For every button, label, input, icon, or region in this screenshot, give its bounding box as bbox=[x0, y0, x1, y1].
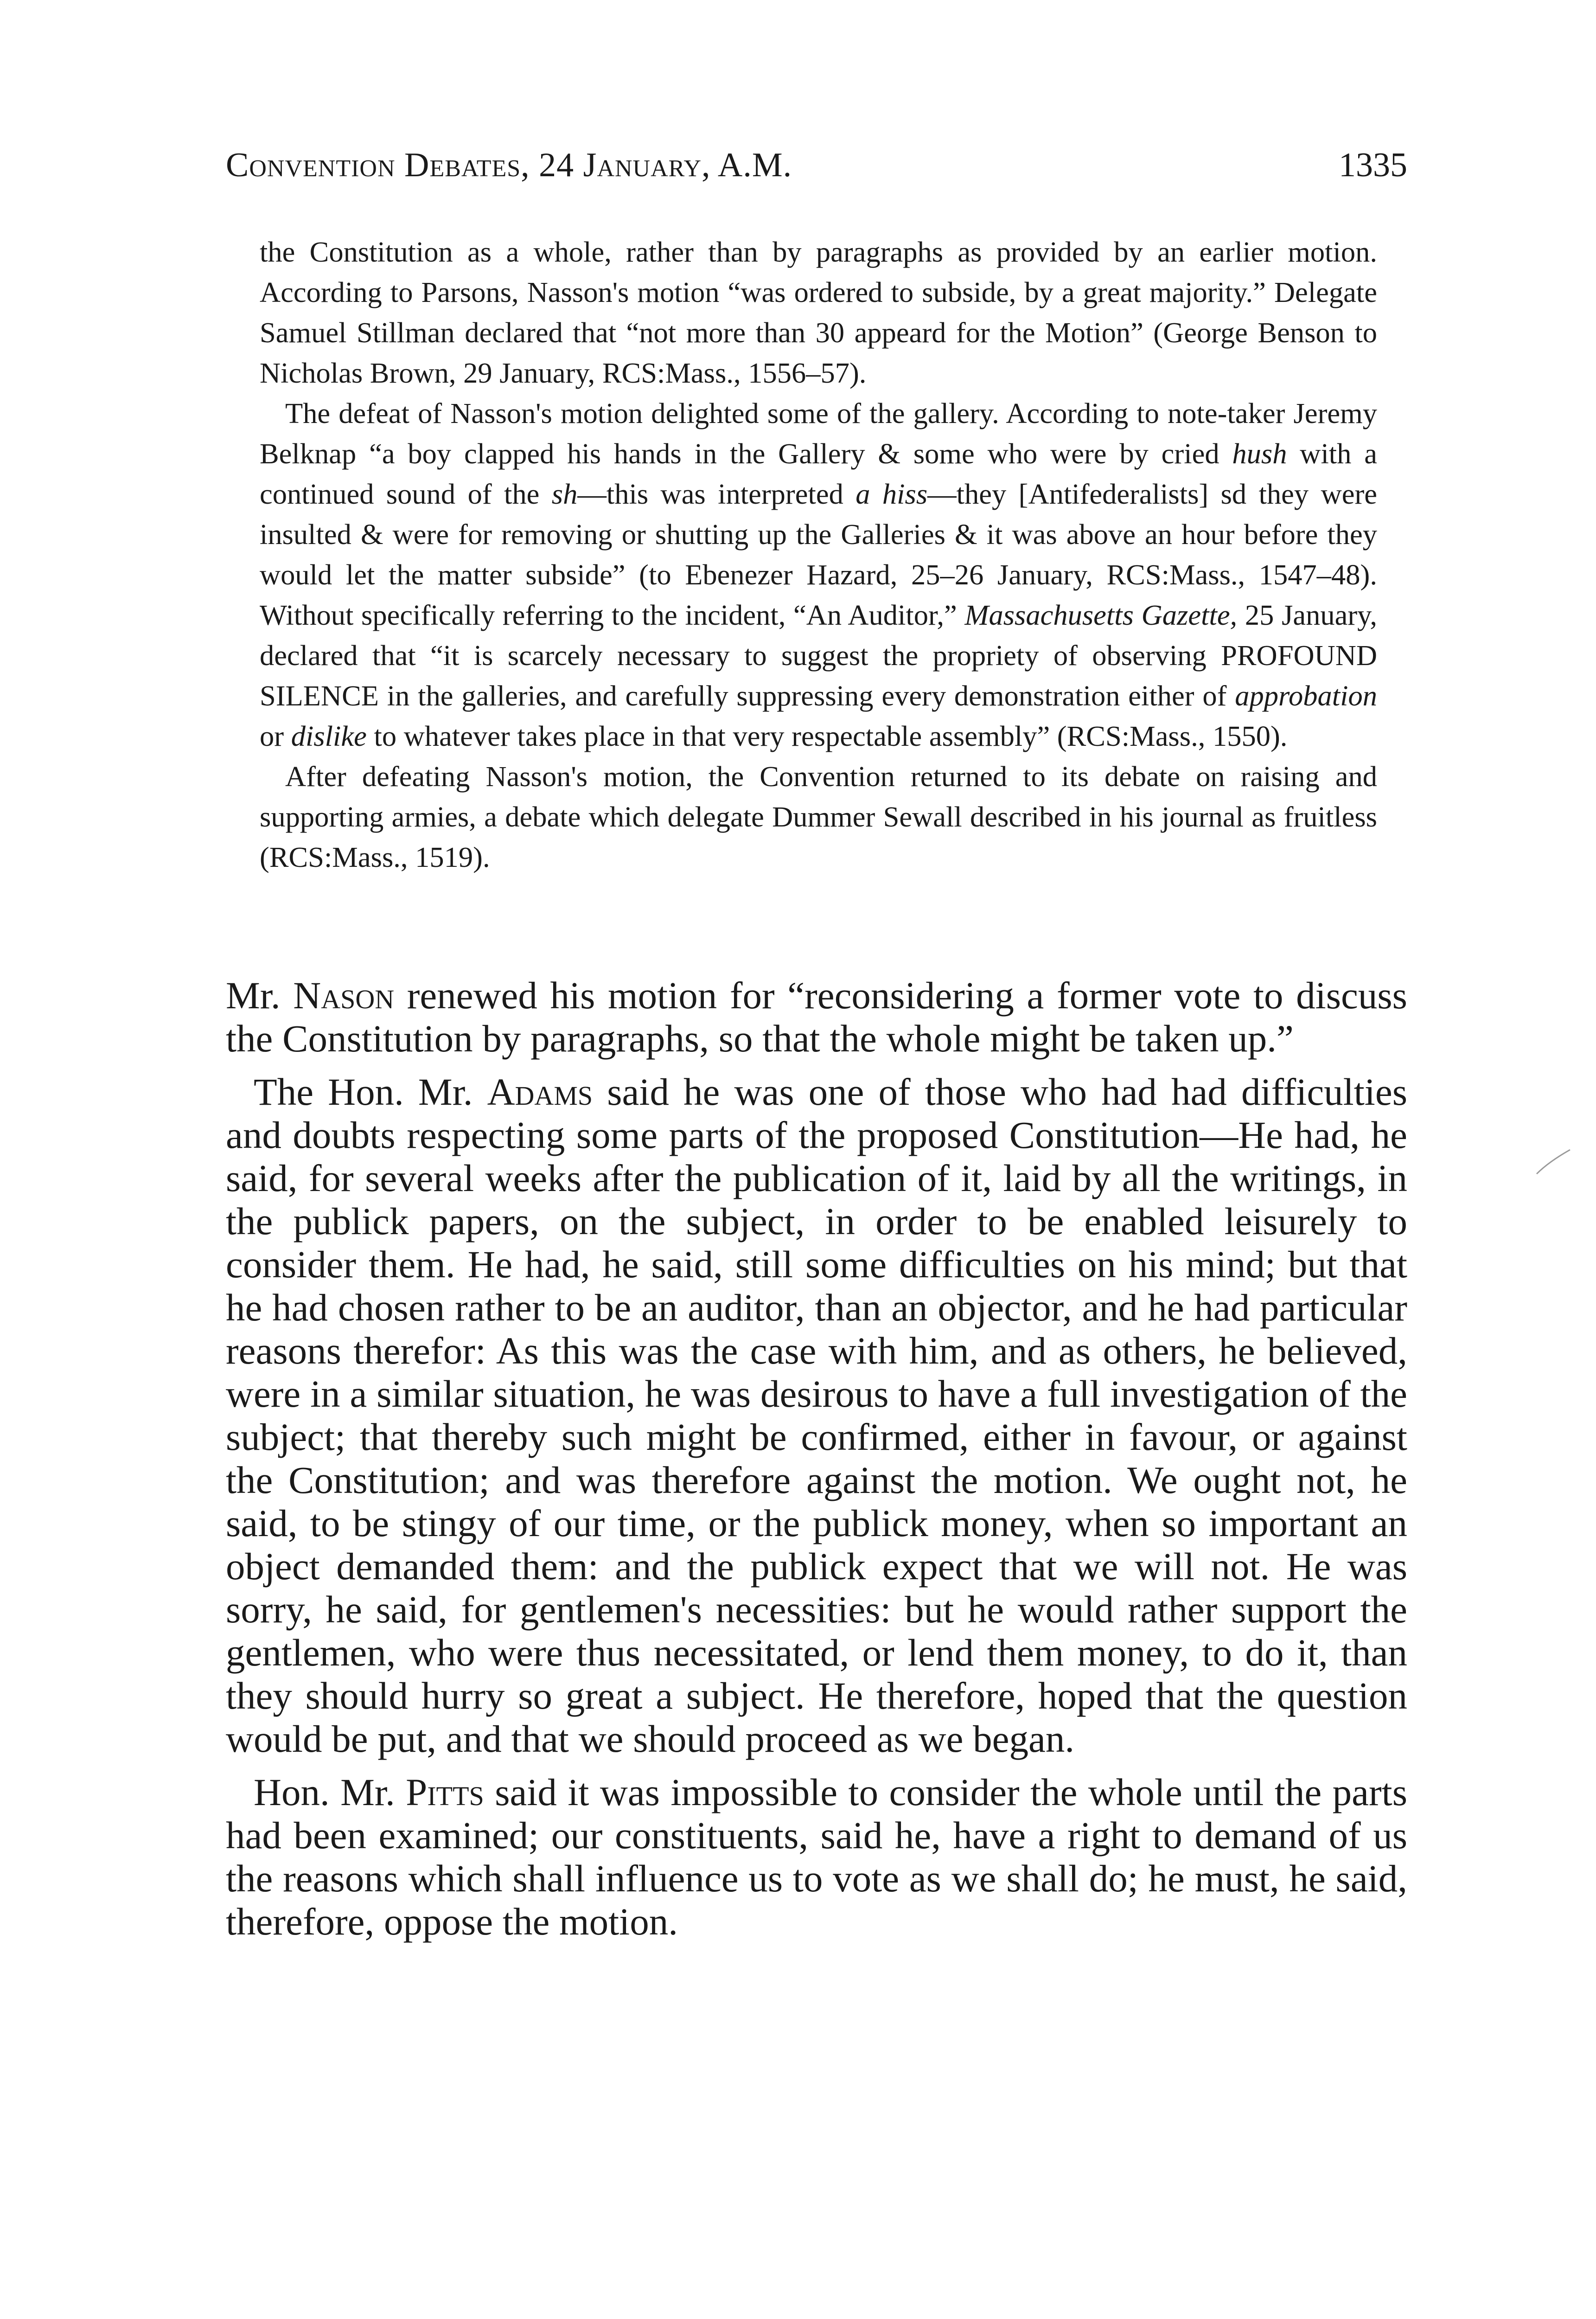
running-head: Convention Debates, 24 January, A.M. bbox=[226, 146, 792, 184]
speaker-prefix: Hon. Mr. bbox=[254, 1771, 406, 1813]
note-text: or bbox=[260, 720, 291, 752]
italic-term: a hiss bbox=[855, 478, 928, 510]
speech-adams bbox=[226, 1070, 1407, 1761]
speaker-name: Pitts bbox=[406, 1771, 484, 1813]
speaker-name: Nason bbox=[293, 974, 395, 1017]
note-text: with a continued sound of the bbox=[260, 437, 1377, 510]
speech-pitts bbox=[226, 1771, 1407, 1943]
note-text: —this was interpreted bbox=[577, 478, 856, 510]
italic-term: approbation bbox=[1235, 679, 1377, 712]
italic-term: hush bbox=[1232, 437, 1287, 470]
newspaper-title: Massachusetts Gazette, bbox=[964, 599, 1238, 631]
speaker-prefix: The Hon. Mr. bbox=[254, 1070, 487, 1113]
speech-text: said it was impossible to consider the whole until the parts had been examined; our constituents, said he, have a right to demand of us the reasons which shall influence us to vote as we shall do; he must, he said, therefore, oppose the motion. bbox=[226, 1771, 1407, 1943]
italic-term: sh bbox=[551, 478, 578, 510]
debate-text bbox=[226, 974, 1407, 1954]
speech-text: said he was one of those who had had difficulties and doubts respecting some parts of the proposed Constitution—He had, he said, for several weeks after the publication of it, laid by all the writings, in the publick papers, on the subject, in order to be enabled leisurely to consider them. He had, he said, still some difficulties on his mind; but that he had chosen rather to be an auditor, than an objector, and he had particular reasons therefor: As this was the case with him, and as others, he believed, were in a similar situation, he was desirous to have a full investigation of the subject; that thereby such might be confirmed, either in favour, or against the Constitution; and was therefore against the motion. We ought not, he said, to be stingy of our time, or the publick money, when so important an object demanded them: and the publick expect that we will not. He was sorry, he said, for gentlemen's necessities: but he would rather support the gentlemen, who were thus necessitated, or lend them money, to do it, than they should hurry so great a subject. He therefore, hoped that the question would be put, and that we should proceed as we began. bbox=[226, 1070, 1407, 1760]
note-paragraph-3: After defeating Nasson's motion, the Convention returned to its debate on raising and supporting armies, a debate which delegate Dummer Sewall described in his journal as fruitless (RCS:Mass., 1519). bbox=[260, 760, 1377, 873]
note-paragraph-1: the Constitution as a whole, rather than by paragraphs as provided by an earlier motion. According to Parsons, Nasson's motion “was ordered to subside, by a great majority.” Delegate Samuel Stillman declared that “not more than 30 appeard for the Motion” (George Benson to Nicholas Brown, 29 January, RCS:Mass., 1556–57). bbox=[260, 236, 1377, 389]
speech-nason bbox=[226, 974, 1407, 1060]
page-number: 1335 bbox=[1339, 146, 1407, 184]
speaker-prefix: Mr. bbox=[226, 974, 294, 1017]
italic-term: dislike bbox=[291, 720, 367, 752]
note-text: 25 January, declared that “it is scarcely necessary to suggest the propriety of observing PROFOUND SILENCE in the galleries, and carefully suppressing every demonstration either of bbox=[260, 599, 1377, 712]
note-text: to whatever takes place in that very respectable assembly” (RCS:Mass., 1550). bbox=[366, 720, 1288, 752]
note-text: —they [Antifederalists] sd they were insulted & were for removing or shutting up the Galleries & it was above an hour before they would let the matter subside” (to Ebenezer Hazard, 25–26 January, RCS:Mass., 1547–48). Without specifically referring to the incident, “An Auditor,” bbox=[260, 478, 1377, 631]
speaker-name: Adams bbox=[487, 1070, 593, 1113]
speech-text: renewed his motion for “reconsidering a former vote to discuss the Constitution by paragraphs, so that the whole might be taken up.” bbox=[226, 974, 1407, 1060]
margin-pencil-mark bbox=[1535, 1148, 1572, 1176]
note-paragraph-2 bbox=[260, 393, 1377, 756]
note-text: The defeat of Nasson's motion delighted some of the gallery. According to note-taker Jeremy Belknap “a boy clapped his hands in the Gallery & some who were by cried bbox=[260, 397, 1377, 470]
page-header bbox=[226, 137, 1407, 193]
editorial-note bbox=[260, 232, 1377, 878]
